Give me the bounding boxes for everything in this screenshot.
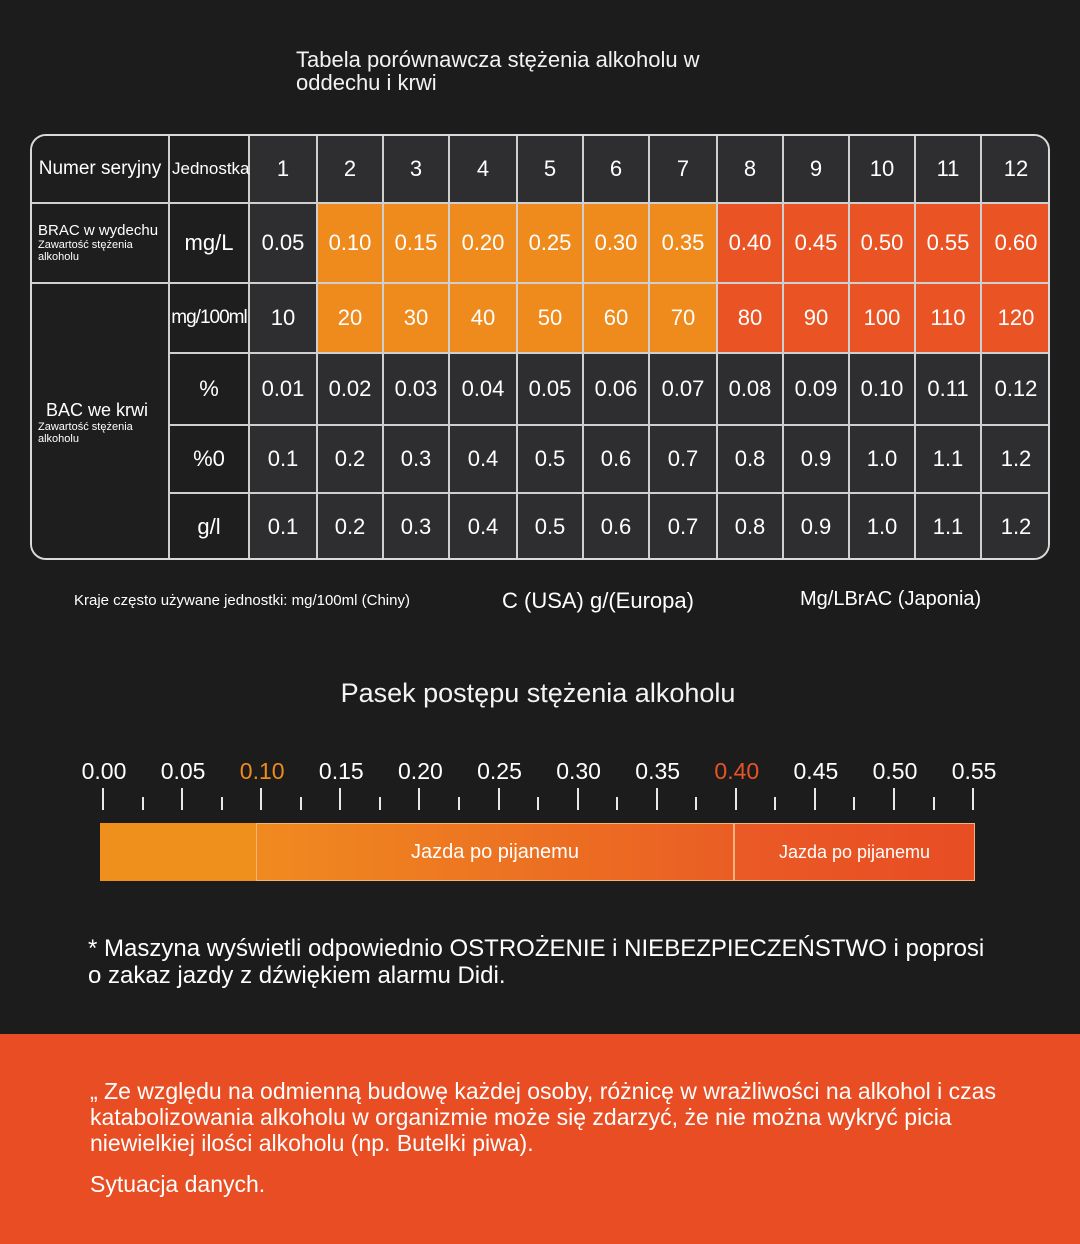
value-cell: 0.02 [318, 354, 384, 426]
value-cell: 1.1 [916, 494, 982, 560]
scale-label: 0.35 [635, 758, 681, 784]
column-header: 9 [784, 136, 850, 204]
value-cell: 0.15 [384, 204, 450, 284]
brac-label-sub: Zawartość stężenia alkoholu [38, 239, 133, 263]
scale-tick-major [972, 788, 974, 810]
value-cell: 0.2 [318, 426, 384, 494]
scale-tick-major [102, 788, 104, 810]
value-cell: 0.6 [584, 426, 650, 494]
unit-cell: mg/L [170, 204, 250, 284]
value-cell: 0.3 [384, 494, 450, 560]
value-cell: 0.04 [450, 354, 518, 426]
value-cell: 0.25 [518, 204, 584, 284]
scale-label: 0.30 [556, 758, 601, 784]
value-cell: 0.12 [982, 354, 1050, 426]
column-header: 11 [916, 136, 982, 204]
column-header: 2 [318, 136, 384, 204]
value-cell: 0.8 [718, 426, 784, 494]
value-cell: 0.11 [916, 354, 982, 426]
situation-note: Sytuacja danych. [90, 1171, 266, 1197]
value-cell: 0.7 [650, 426, 718, 494]
units-note-japan: Mg/LBrAC (Japonia) [800, 588, 982, 610]
disclaimer-paragraph: „ Ze względu na odmienną budowę każdej osoby, różnicę w wrażliwości na alkohol i czas katabolizowania alkoholu w organizmie może się zdarzyć, że nie można wykryć picia niewielkiej ilości alkoholu (np. Butelki piwa). [90, 1078, 996, 1156]
column-header: 12 [982, 136, 1050, 204]
scale-tick-minor [537, 797, 539, 810]
scale-label: 0.00 [81, 758, 127, 784]
value-cell: 0.35 [650, 204, 718, 284]
progress-title: Pasek postępu stężenia alkoholu [340, 678, 736, 708]
value-cell: 0.9 [784, 494, 850, 560]
page-title: Tabela porównawcza stężenia alkoholu w oddechu i krwi [296, 47, 700, 95]
value-cell: 0.06 [584, 354, 650, 426]
column-header: 5 [518, 136, 584, 204]
scale-tick-minor [142, 797, 144, 810]
value-cell: 0.03 [384, 354, 450, 426]
value-cell: 1.0 [850, 426, 916, 494]
scale-tick-major [735, 788, 737, 810]
value-cell: 1.2 [982, 494, 1050, 560]
column-header: 4 [450, 136, 518, 204]
bac-label [32, 284, 170, 560]
value-cell: 70 [650, 284, 718, 354]
value-cell: 20 [318, 284, 384, 354]
value-cell: 0.40 [718, 204, 784, 284]
value-cell: 0.10 [850, 354, 916, 426]
scale-tick-minor [221, 797, 223, 810]
value-cell: 110 [916, 284, 982, 354]
column-header: 1 [250, 136, 318, 204]
value-cell: 0.1 [250, 426, 318, 494]
scale-tick-major [498, 788, 500, 810]
scale-label: 0.20 [398, 758, 443, 784]
footer-disclaimer [0, 1034, 1080, 1244]
value-cell: 1.2 [982, 426, 1050, 494]
value-cell: 0.7 [650, 494, 718, 560]
value-cell: 0.2 [318, 494, 384, 560]
scale-label: 0.55 [951, 758, 997, 784]
header-serial: Numer seryjny [32, 136, 170, 204]
comparison-table [30, 134, 1050, 560]
value-cell: 0.20 [450, 204, 518, 284]
value-cell: 50 [518, 284, 584, 354]
scale-tick-major [893, 788, 895, 810]
scale-tick-minor [300, 797, 302, 810]
value-cell: 0.5 [518, 494, 584, 560]
scale-tick-minor [616, 797, 618, 810]
value-cell: 0.6 [584, 494, 650, 560]
value-cell: 0.01 [250, 354, 318, 426]
value-cell: 0.55 [916, 204, 982, 284]
value-cell: 100 [850, 284, 916, 354]
scale-tick-major [260, 788, 262, 810]
scale-tick-minor [379, 797, 381, 810]
unit-cell: mg/100ml [170, 284, 250, 354]
value-cell: 0.3 [384, 426, 450, 494]
scale-label: 0.25 [477, 758, 522, 784]
value-cell: 0.09 [784, 354, 850, 426]
column-header: 3 [384, 136, 450, 204]
scale-tick-major [181, 788, 183, 810]
brac-label [32, 204, 170, 284]
value-cell: 1.1 [916, 426, 982, 494]
scale-label: 0.40 [714, 758, 760, 784]
scale-label: 0.05 [160, 758, 206, 784]
scale-tick-major [339, 788, 341, 810]
value-cell: 0.07 [650, 354, 718, 426]
value-cell: 0.4 [450, 494, 518, 560]
scale-tick-major [577, 788, 579, 810]
value-cell: 0.5 [518, 426, 584, 494]
scale-label: 0.50 [872, 758, 918, 784]
scale-tick-minor [774, 797, 776, 810]
scale-label: 0.45 [793, 758, 839, 784]
scale-tick-minor [853, 797, 855, 810]
value-cell: 0.45 [784, 204, 850, 284]
value-cell: 0.60 [982, 204, 1050, 284]
units-note-usa-europe: C (USA) g/(Europa) [502, 588, 694, 613]
scale-label: 0.15 [318, 758, 364, 784]
scale-tick-minor [458, 797, 460, 810]
value-cell: 60 [584, 284, 650, 354]
brac-label-main: BRAC w wydechu [38, 222, 159, 239]
scale-tick-minor [933, 797, 935, 810]
value-cell: 90 [784, 284, 850, 354]
units-note-china: Kraje często używane jednostki: mg/100ml (Chiny) [74, 592, 410, 609]
value-cell: 0.1 [250, 494, 318, 560]
value-cell: 40 [450, 284, 518, 354]
column-header: 7 [650, 136, 718, 204]
header-unit: Jednostka [170, 136, 250, 204]
value-cell: 1.0 [850, 494, 916, 560]
value-cell: 0.10 [318, 204, 384, 284]
bac-label-sub: Zawartość stężenia alkoholu [38, 421, 133, 445]
column-header: 6 [584, 136, 650, 204]
unit-cell: %0 [170, 426, 250, 494]
unit-cell: g/l [170, 494, 250, 560]
scale-tick-major [656, 788, 658, 810]
value-cell: 0.30 [584, 204, 650, 284]
value-cell: 0.4 [450, 426, 518, 494]
value-cell: 10 [250, 284, 318, 354]
progress-segment-safe [100, 823, 256, 881]
value-cell: 0.50 [850, 204, 916, 284]
value-cell: 0.8 [718, 494, 784, 560]
column-header: 8 [718, 136, 784, 204]
value-cell: 0.05 [518, 354, 584, 426]
warning-note: * Maszyna wyświetli odpowiednio OSTROŻENIE i NIEBEZPIECZEŃSTWO i poprosi o zakaz jazdy z dźwiękiem alarmu Didi. [88, 935, 985, 989]
value-cell: 120 [982, 284, 1050, 354]
column-header: 10 [850, 136, 916, 204]
value-cell: 0.05 [250, 204, 318, 284]
scale-tick-major [418, 788, 420, 810]
scale-label: 0.10 [239, 758, 285, 784]
progress-segment-drink-driving: Jazda po pijanemu [256, 823, 734, 881]
scale-tick-major [814, 788, 816, 810]
value-cell: 0.9 [784, 426, 850, 494]
value-cell: 30 [384, 284, 450, 354]
value-cell: 0.08 [718, 354, 784, 426]
value-cell: 80 [718, 284, 784, 354]
unit-cell: % [170, 354, 250, 426]
scale-tick-minor [695, 797, 697, 810]
bac-label-main: BAC we krwi [46, 400, 149, 420]
progress-segment-drunk-driving: Jazda po pijanemu [734, 823, 975, 881]
